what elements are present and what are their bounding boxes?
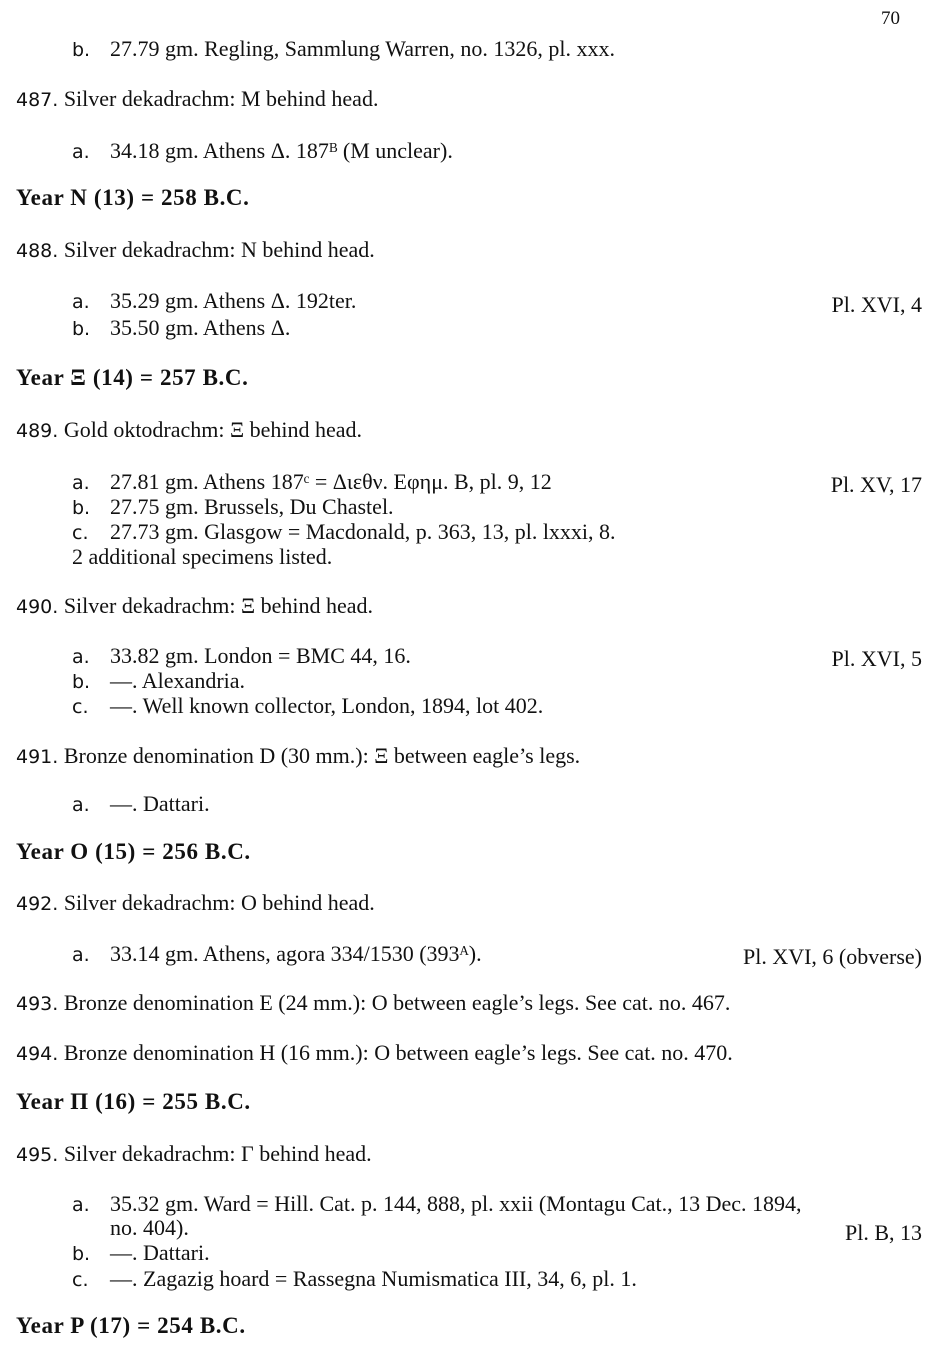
subentry-label: a. [72, 794, 90, 816]
catalog-subentry [72, 288, 356, 315]
subentry-text: —. Zagazig hoard = Rassegna Numismatica III, 34, 6, pl. 1. [110, 1266, 637, 1291]
plate-reference: Pl. XVI, 6 (obverse) [742, 944, 922, 969]
specimens-note: 2 additional specimens listed. [72, 544, 333, 569]
catalog-entry [16, 593, 373, 620]
subentry-label: a. [72, 1194, 90, 1216]
catalog-entry [16, 237, 375, 264]
catalog-subentry [72, 36, 615, 63]
plate-reference: Pl. XVI, 5 [831, 646, 922, 671]
catalog-entry [16, 890, 375, 917]
catalog-subentry [72, 494, 394, 521]
entry-text: Silver dekadrachm: Ν behind head. [63, 237, 375, 262]
catalog-subentry [72, 693, 543, 720]
year-heading: Year O (15) = 256 B.C. [16, 839, 251, 864]
subentry-text: 27.81 gm. Athens 187ᶜ = Διεθν. Εφημ. B, pl. 9, 12 [110, 469, 552, 494]
catalog-entry [16, 417, 362, 444]
subentry-text: 35.50 gm. Athens Δ. [110, 315, 291, 340]
catalog-subentry [72, 1240, 210, 1267]
year-heading: Year N (13) = 258 B.C. [16, 185, 250, 210]
entry-number: 492. [16, 893, 59, 915]
subentry-label: b. [72, 497, 91, 519]
entry-text: Silver dekadrachm: Μ behind head. [63, 86, 379, 111]
subentry-text: —. Dattari. [110, 791, 210, 816]
subentry-label: a. [72, 944, 90, 966]
subentry-text: —. Dattari. [110, 1240, 210, 1265]
subentry-text: 27.73 gm. Glasgow = Macdonald, p. 363, 13, pl. lxxxi, 8. [110, 519, 616, 544]
entry-text: Silver dekadrachm: Ξ behind head. [63, 593, 374, 618]
plate-reference: Pl. B, 13 [844, 1220, 922, 1245]
subentry-label: a. [72, 472, 90, 494]
catalog-entry [16, 743, 580, 770]
subentry-label: a. [72, 646, 90, 668]
entry-number: 494. [16, 1043, 59, 1065]
subentry-text: 33.82 gm. London = BMC 44, 16. [110, 643, 411, 668]
entry-number: 487. [16, 89, 59, 111]
entry-text: Silver dekadrachm: Γ behind head. [63, 1141, 372, 1166]
subentry-text: 35.29 gm. Athens Δ. 192ter. [110, 288, 357, 313]
subentry-label: b. [72, 1243, 91, 1265]
subentry-text: 33.14 gm. Athens, agora 334/1530 (393ᴬ). [110, 941, 482, 966]
catalog-subentry [72, 1191, 802, 1218]
entry-number: 490. [16, 596, 59, 618]
catalog-entry [16, 990, 730, 1017]
entry-text: Bronze denomination E (24 mm.): O between eagle’s legs. See cat. no. 467. [63, 990, 731, 1015]
subentry-label: b. [72, 671, 91, 693]
catalog-subentry [72, 519, 616, 546]
subentry-text: 35.32 gm. Ward = Hill. Cat. p. 144, 888, pl. xxii (Montagu Cat., 13 Dec. 1894, [110, 1191, 802, 1216]
catalog-subentry [72, 791, 210, 818]
subentry-label: c. [72, 1269, 89, 1291]
entry-text: Bronze denomination H (16 mm.): O between eagle’s legs. See cat. no. 470. [63, 1040, 733, 1065]
entry-text: Bronze denomination D (30 mm.): Ξ between eagle’s legs. [63, 743, 581, 768]
plate-reference: Pl. XV, 17 [830, 472, 922, 497]
entry-number: 493. [16, 993, 59, 1015]
catalog-entry [16, 1040, 733, 1067]
subentry-label: c. [72, 522, 89, 544]
entry-text: Silver dekadrachm: O behind head. [63, 890, 375, 915]
catalog-subentry [72, 469, 552, 496]
subentry-label: b. [72, 318, 91, 340]
subentry-text: —. Well known collector, London, 1894, lot 402. [110, 693, 544, 718]
subentry-text: 27.79 gm. Regling, Sammlung Warren, no. 1326, pl. xxx. [110, 36, 616, 61]
plate-reference: Pl. XVI, 4 [831, 292, 922, 317]
year-heading: Year Ξ (14) = 257 B.C. [16, 365, 249, 390]
entry-number: 489. [16, 420, 59, 442]
subentry-text: 34.18 gm. Athens Δ. 187ᴮ (Μ unclear). [110, 138, 453, 163]
catalog-subentry [72, 138, 453, 165]
catalog-entry [16, 86, 378, 113]
catalog-subentry [72, 643, 411, 670]
subentry-text: —. Alexandria. [110, 668, 246, 693]
entry-number: 491. [16, 746, 59, 768]
subentry-label: a. [72, 141, 90, 163]
year-heading: Year Π (16) = 255 B.C. [16, 1089, 251, 1114]
subentry-label: a. [72, 291, 90, 313]
year-heading: Year P (17) = 254 B.C. [16, 1313, 246, 1338]
subentry-label: c. [72, 696, 89, 718]
entry-number: 495. [16, 1144, 59, 1166]
entry-number: 488. [16, 240, 59, 262]
subentry-continuation: no. 404). [110, 1215, 189, 1240]
subentry-text: 27.75 gm. Brussels, Du Chastel. [110, 494, 394, 519]
page-number: 70 [881, 8, 900, 29]
catalog-subentry [72, 941, 482, 968]
catalog-entry [16, 1141, 372, 1168]
catalog-subentry [72, 668, 245, 695]
entry-text: Gold oktodrachm: Ξ behind head. [63, 417, 363, 442]
subentry-label: b. [72, 39, 91, 61]
catalog-subentry [72, 315, 290, 342]
catalog-subentry [72, 1266, 637, 1293]
